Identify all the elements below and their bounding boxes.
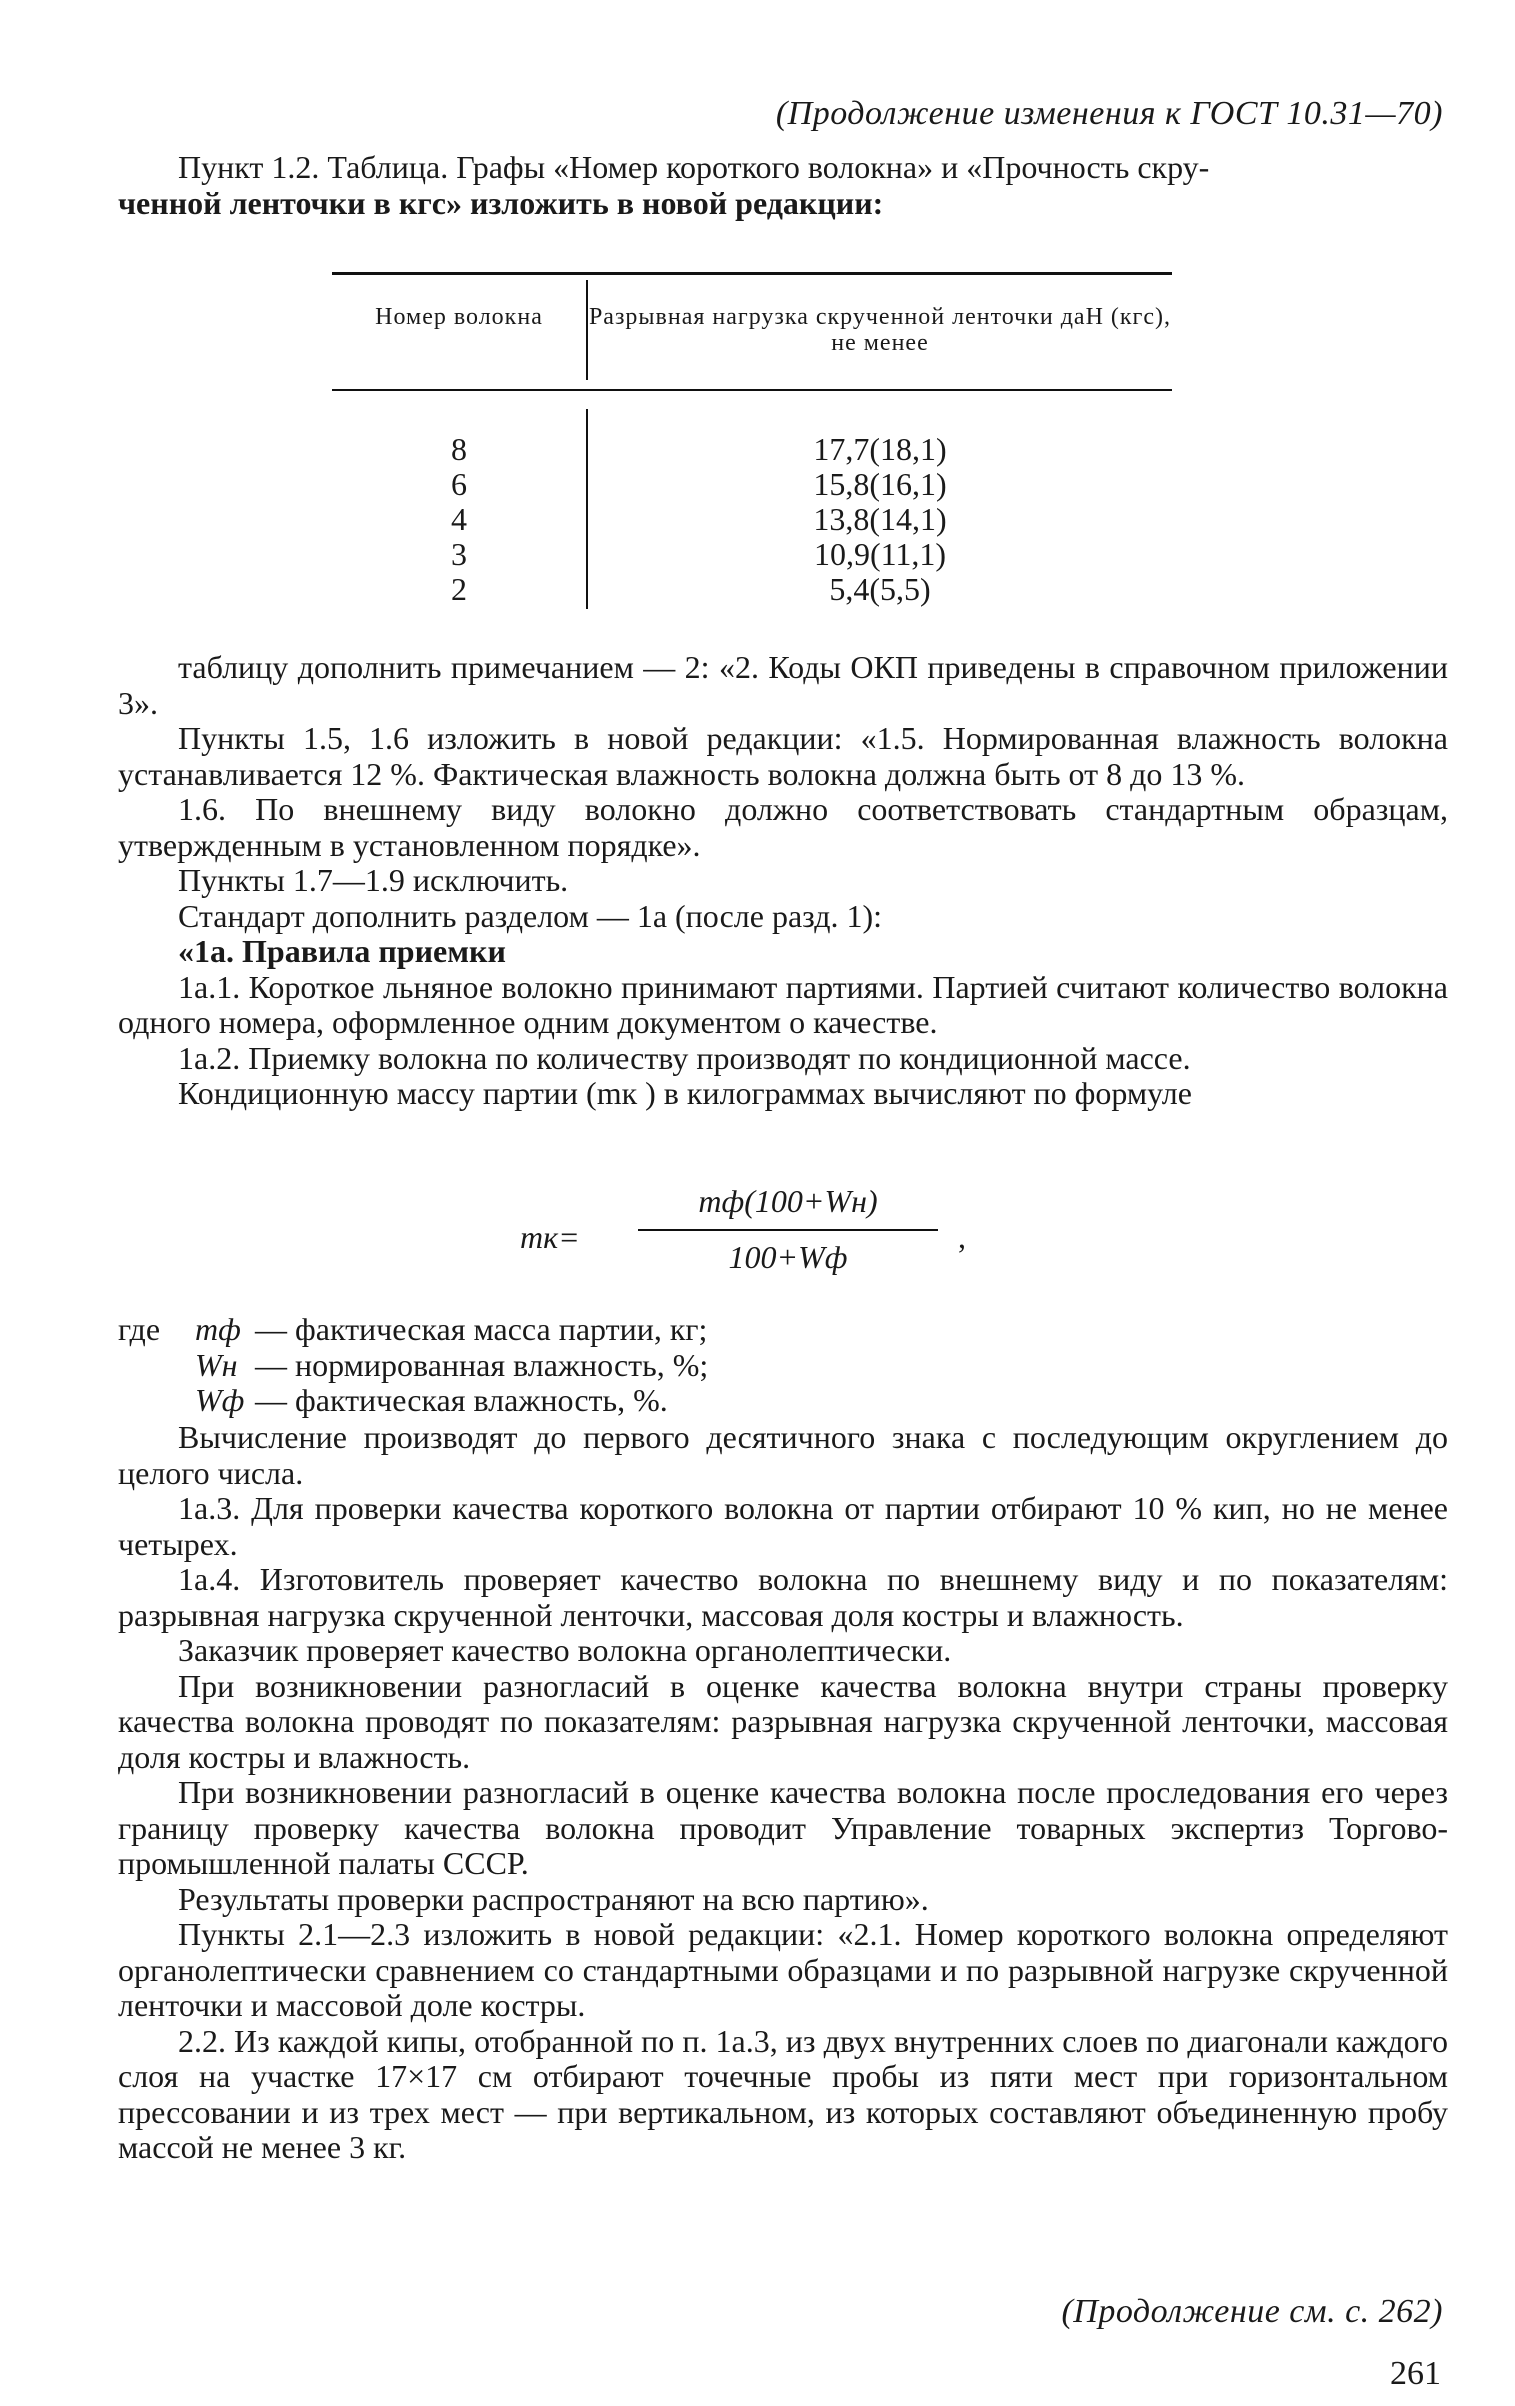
table-header-rule [332, 389, 1172, 391]
table-cell: 10,9(11,1) [813, 536, 947, 572]
formula-comma: , [958, 1219, 966, 1255]
page-number: 261 [1390, 2355, 1441, 2392]
definition-row [118, 1348, 1018, 1384]
table-header-fiber-number: Номер волокна [375, 304, 543, 330]
conditioned-mass-formula [520, 1183, 1040, 1293]
definition-symbol: Wф [195, 1382, 245, 1418]
table-top-rule [332, 272, 1172, 275]
body-section-2 [118, 1420, 1448, 2166]
definition-text: — нормированная влажность, %; [255, 1346, 709, 1383]
definition-row [118, 1383, 1018, 1419]
paragraph: Результаты проверки распространяют на всю партию». [178, 1880, 929, 1917]
definition-row [118, 1312, 1018, 1348]
paragraph: При возникновении разногласий в оценке качества волокна внутри страны проверку качества волокна проводят по показателям: разрывная нагрузка скрученной ленточки, массовая доля костры и влажность. [118, 1667, 1448, 1775]
paragraph: 1а.2. Приемку волокна по количеству производят по кондиционной массе. [178, 1039, 1191, 1076]
paragraph: Стандарт дополнить разделом — 1а (после разд. 1): [178, 897, 883, 934]
paragraph: Кондиционную массу партии (mк ) в килограммах вычисляют по формуле [178, 1075, 1192, 1111]
continuation-header: (Продолжение изменения к ГОСТ 10.31—70) [775, 95, 1443, 132]
formula-lhs: mк= [520, 1219, 580, 1255]
table-cell: 17,7(18,1) [813, 431, 947, 467]
table-cell: 5,4(5,5) [829, 571, 931, 607]
paragraph: Пункты 1.5, 1.6 изложить в новой редакции: «1.5. Нормированная влажность волокна устанавливается 12 %. Фактическая влажность волокна должна быть от 8 до 13 %. [118, 720, 1448, 792]
body-section-1 [118, 650, 1448, 1112]
definition-text: — фактическая влажность, %. [255, 1382, 668, 1418]
paragraph: 1.6. По внешнему виду волокно должно соответствовать стандартным образцам, утвержденным в установленном порядке». [118, 791, 1448, 863]
paragraph: Вычисление производят до первого десятичного знака с последующим округлением до целого числа. [118, 1419, 1448, 1491]
table-cell: 13,8(14,1) [813, 501, 947, 537]
definition-symbol: mф [195, 1311, 241, 1347]
definition-lead [118, 1348, 195, 1384]
paragraph: Пункты 2.1—2.3 изложить в новой редакции: «2.1. Номер короткого волокна определяют органолептически сравнением со стандартными образцами и по разрывной нагрузке скрученной ленточки и массовой доле костры. [118, 1916, 1448, 2023]
formula-denominator: 100+Wф [728, 1239, 848, 1275]
table-cell: 3 [451, 536, 467, 572]
fiber-strength-table [332, 272, 1172, 612]
paragraph: При возникновении разногласий в оценке качества волокна после проследования его через границу проверку качества волокна проводит Управление товарных экспертиз Торгово-промышленной палаты СССР. [118, 1774, 1448, 1881]
paragraph: 2.2. Из каждой кипы, отобранной по п. 1а.3, из двух внутренних слоев по диагонали каждого слоя на участке 17×17 см отбирают точечные пробы из пяти мест при горизонтальном прессовании и из трех мест — при вертикальном, из которых составляют объединенную пробу массой не менее 3 кг. [118, 2022, 1448, 2165]
table-cell: 2 [451, 571, 467, 607]
intro-paragraph [118, 150, 1448, 221]
formula-numerator: mф(100+Wн) [698, 1183, 878, 1219]
table-cell: 4 [451, 501, 467, 537]
intro-line-1: Пункт 1.2. Таблица. Графы «Номер короткого волокна» и «Прочность скру- [178, 149, 1210, 185]
paragraph: 1а.1. Короткое льняное волокно принимают партиями. Партией считают количество волокна одного номера, оформленное одним документом о качестве. [118, 968, 1448, 1040]
formula-definitions [118, 1312, 1018, 1419]
table-header-breaking-load: Разрывная нагрузка скрученной ленточки даН (кгс), не менее [588, 304, 1172, 356]
table-column-fiber-number [332, 432, 586, 607]
paragraph: Пункты 1.7—1.9 исключить. [178, 862, 569, 898]
definition-symbol: Wн [195, 1346, 238, 1383]
table-cell: 6 [451, 466, 467, 502]
intro-line-2: ченной ленточки в кгс» изложить в новой редакции: [118, 184, 884, 221]
paragraph: 1а.3. Для проверки качества короткого волокна от партии отбирают 10 % кип, но не менее четырех. [118, 1490, 1448, 1562]
formula-fraction-bar [638, 1229, 938, 1231]
table-cell: 15,8(16,1) [813, 466, 947, 502]
paragraph: 1а.4. Изготовитель проверяет качество волокна по внешнему виду и по показателям: разрывная нагрузка скрученной ленточки, массовая доля костры и влажность. [118, 1561, 1448, 1633]
definition-lead [118, 1383, 195, 1419]
table-cell: 8 [451, 431, 467, 467]
continuation-footer: (Продолжение см. с. 262) [1061, 2293, 1443, 2330]
section-heading: «1а. Правила приемки [178, 933, 506, 969]
paragraph: Заказчик проверяет качество волокна органолептически. [178, 1632, 952, 1668]
definition-text: — фактическая масса партии, кг; [255, 1311, 708, 1347]
definition-lead: где [118, 1311, 161, 1347]
paragraph: таблицу дополнить примечанием — 2: «2. Коды ОКП приведены в справочном приложении 3». [118, 649, 1448, 721]
table-column-breaking-load [588, 432, 1172, 607]
